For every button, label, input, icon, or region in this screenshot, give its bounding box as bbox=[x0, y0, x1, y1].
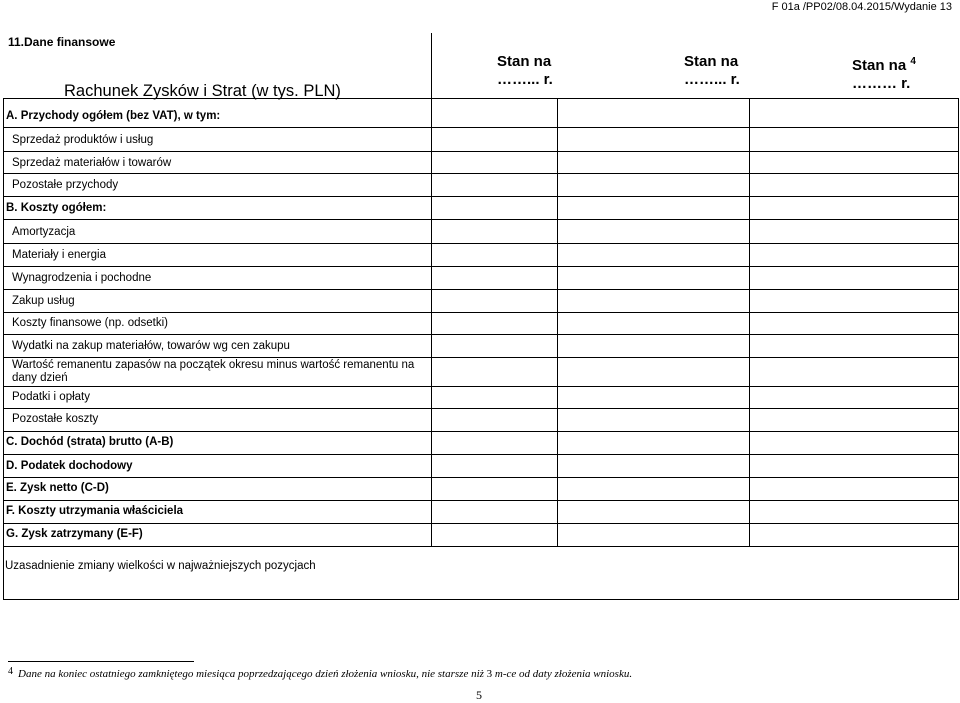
footnote-mark: 4 bbox=[8, 666, 13, 677]
row-label-a: A. Przychody ogółem (bez VAT), w tym: bbox=[6, 110, 221, 122]
grid-hline bbox=[3, 173, 959, 174]
grid-hline bbox=[3, 477, 959, 478]
row-label: Zakup usług bbox=[12, 295, 75, 307]
footnote-text-a: Dane na koniec ostatniego zamkniętego miesiąca poprzedzającego dzień złożenia wniosku, nie starsze niż bbox=[18, 668, 487, 680]
footnote-text-b: m-ce od daty złożenia wniosku. bbox=[492, 668, 633, 680]
section-title: 11.Dane finansowe bbox=[8, 35, 116, 49]
row-label-g: G. Zysk zatrzymany (E-F) bbox=[6, 528, 143, 540]
row-label-c: C. Dochód (strata) brutto (A-B) bbox=[6, 436, 174, 448]
grid-hline bbox=[3, 312, 959, 313]
table-title: Rachunek Zysków i Strat (w tys. PLN) bbox=[64, 82, 341, 100]
grid-hline bbox=[3, 408, 959, 409]
footnote-number: 3 bbox=[486, 668, 493, 680]
row-label: Amortyzacja bbox=[12, 226, 76, 238]
grid-hline bbox=[3, 151, 959, 152]
grid-hline bbox=[3, 219, 959, 220]
row-label: Wydatki na zakup materiałów, towarów wg cen zakupu bbox=[12, 340, 290, 352]
row-label: Wynagrodzenia i pochodne bbox=[12, 272, 152, 284]
column-header-2-line1: Stan na bbox=[684, 53, 739, 70]
row-label: Sprzedaż produktów i usług bbox=[12, 134, 154, 146]
row-label-e: E. Zysk netto (C-D) bbox=[6, 482, 109, 494]
column-header-3 bbox=[852, 53, 916, 93]
column-header-1-line1: Stan na bbox=[497, 53, 552, 70]
grid-vline-col2 bbox=[749, 98, 750, 547]
grid-hline bbox=[3, 334, 959, 335]
column-header-1 bbox=[497, 53, 553, 89]
row-label: Materiały i energia bbox=[12, 249, 106, 261]
column-header-2-line2: ……... r. bbox=[684, 71, 740, 88]
grid-hline bbox=[3, 289, 959, 290]
row-label: Pozostałe przychody bbox=[12, 179, 119, 191]
row-label-b: B. Koszty ogółem: bbox=[6, 202, 107, 214]
footnote-rule bbox=[8, 661, 194, 662]
grid-hline bbox=[3, 127, 959, 128]
grid-hline bbox=[3, 266, 959, 267]
grid-hline bbox=[3, 523, 959, 524]
grid-hline bbox=[3, 431, 959, 432]
column-header-3-line1: Stan na bbox=[852, 57, 907, 74]
column-header-3-line2: ……… r. bbox=[852, 75, 911, 92]
grid-hline-bottom bbox=[3, 599, 959, 600]
grid-hline bbox=[3, 386, 959, 387]
column-header-1-line2: ……... r. bbox=[497, 71, 553, 88]
row-label: Koszty finansowe (np. odsetki) bbox=[12, 317, 168, 329]
document-code: F 01a /PP02/08.04.2015/Wydanie 13 bbox=[771, 1, 952, 13]
row-label: Wartość remanentu zapasów na początek okresu minus wartość remanentu na dany dzień bbox=[12, 359, 415, 384]
row-label: Podatki i opłaty bbox=[12, 391, 90, 403]
row-label: Pozostałe koszty bbox=[12, 413, 99, 425]
column-header-3-footnote-mark: 4 bbox=[910, 56, 916, 67]
column-header-2 bbox=[684, 53, 740, 89]
row-label-f: F. Koszty utrzymania właściciela bbox=[6, 505, 184, 517]
grid-hline bbox=[3, 454, 959, 455]
grid-hline bbox=[3, 546, 959, 547]
grid-hline bbox=[3, 357, 959, 358]
row-label-d: D. Podatek dochodowy bbox=[6, 460, 133, 472]
grid-hline bbox=[3, 196, 959, 197]
footnote bbox=[8, 668, 632, 680]
grid-hline bbox=[3, 243, 959, 244]
grid-vline-col1 bbox=[557, 98, 558, 547]
grid-hline bbox=[3, 500, 959, 501]
grid-vline-label bbox=[431, 33, 432, 547]
page-number: 5 bbox=[476, 688, 482, 702]
explanation-label: Uzasadnienie zmiany wielkości w najważniejszych pozycjach bbox=[5, 560, 316, 572]
row-label: Sprzedaż materiałów i towarów bbox=[12, 157, 172, 169]
